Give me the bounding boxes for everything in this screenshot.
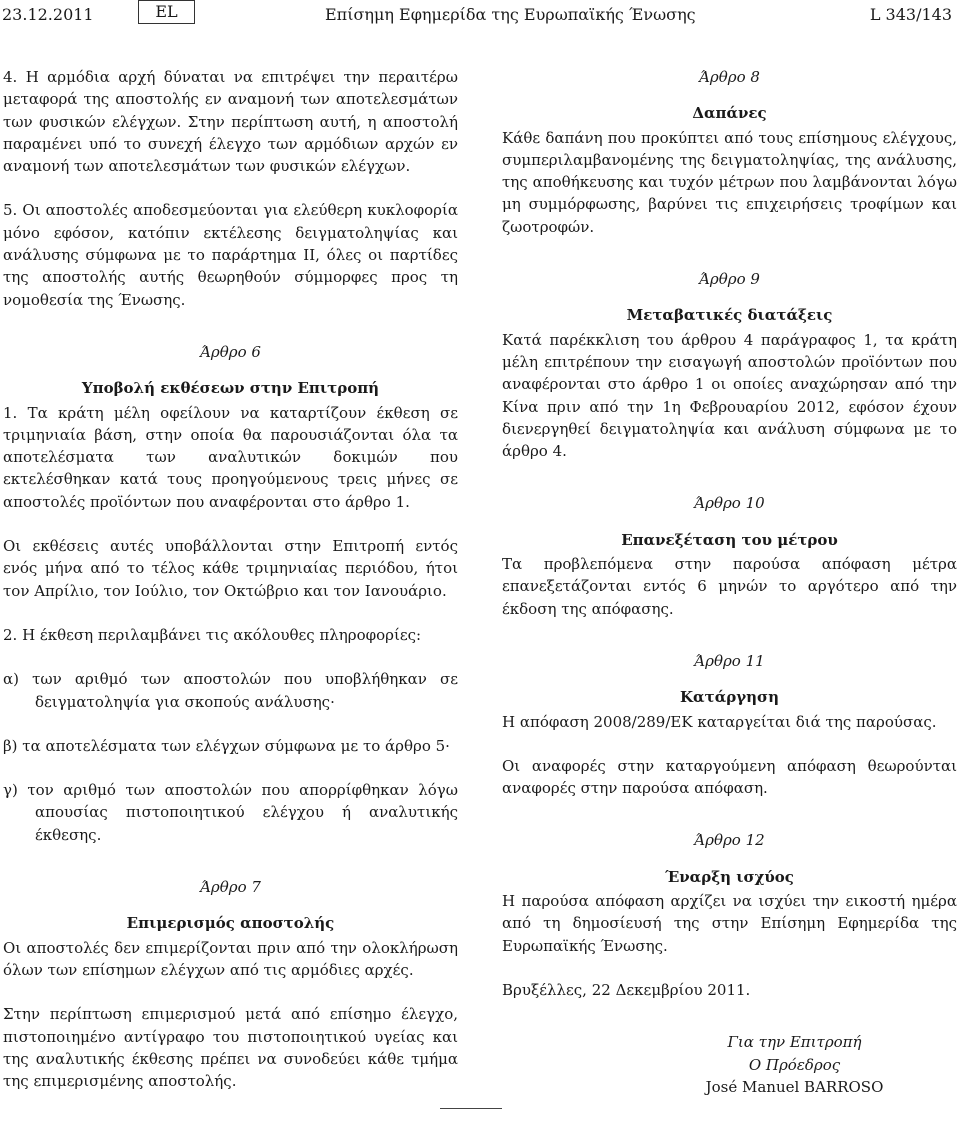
article-6-title: Υποβολή εκθέσεων στην Επιτροπή — [81, 379, 380, 398]
journal-title: Επίσημη Εφημερίδα της Ευρωπαϊκής Ένωσης — [325, 5, 696, 24]
signature-block — [502, 1031, 957, 1098]
article-9-title: Μεταβατικές διατάξεις — [626, 306, 833, 325]
article-8-number: Άρθρο 8 — [699, 68, 760, 86]
article-6-paragraph-2: 2. Η έκθεση περιλαμβάνει τις ακόλουθες πληροφορίες: — [3, 625, 422, 644]
left-column — [3, 66, 458, 1092]
list-item-a: α) των αριθμό των αποστολών που υποβλήθηκαν σε δειγματοληψία για σκοπούς ανάλυσης· — [3, 670, 458, 711]
paragraph-4: 4. Η αρμόδια αρχή δύναται να επιτρέψει την περαιτέρω μεταφορά της αποστολής εν αναμονή των αποτελεσμάτων των φυσικών ελέγχων. Στην περίπτωση αυτή, η αποστολή παραμένει υπό το συνεχή έλεγχο των αρμόδιων αρχών εν αναμονή των αποτελεσμάτων των φυσικών ελέγχων. — [3, 68, 458, 176]
page-reference: L 343/143 — [869, 5, 952, 24]
article-7-paragraph-1: Οι αποστολές δεν επιμερίζονται πριν από την ολοκλήρωση όλων των επίσημων ελέγχων από τις αρμόδιες αρχές. — [3, 938, 458, 979]
article-12-title: Έναρξη ισχύος — [665, 867, 794, 886]
article-10-paragraph: Τα προβλεπόμενα στην παρούσα απόφαση μέτρα επανεξετάζονται εντός 6 μηνών το αργότερο από την έκδοση της απόφασης. — [502, 555, 957, 618]
page-header — [0, 0, 960, 28]
article-12-paragraph: Η παρούσα απόφαση αρχίζει να ισχύει την εικοστή ημέρα από τη δημοσίευσή της στην Επίσημη Εφημερίδα της Ευρωπαϊκής Ένωσης. — [502, 892, 957, 955]
right-column — [502, 66, 957, 1098]
article-9-number: Άρθρο 9 — [699, 270, 760, 289]
article-10-title: Επανεξέταση του μέτρου — [621, 530, 838, 549]
signature-role: Ο Πρόεδρος — [748, 1055, 841, 1074]
article-6-number: Άρθρο 6 — [200, 342, 261, 361]
signature-name: José Manuel BARROSO — [705, 1077, 884, 1096]
article-7-title: Επιμερισμός αποστολής — [126, 914, 335, 933]
article-6-paragraph-1: 1. Τα κράτη μέλη οφείλουν να καταρτίζουν έκθεση σε τριμηνιαία βάση, στην οποία θα παρουσιάζονται όλα τα αποτελέσματα των αναλυτικών δοκιμών που εκτελέσθηκαν κατά τους προηγούμενους τρεις μήνες σε αποστολές προϊόντων που αναφέρονται στο άρθρο 1. — [3, 403, 458, 511]
article-6-paragraph-1b: Οι εκθέσεις αυτές υποβάλλονται στην Επιτροπή εντός ενός μήνα από το τέλος κάθε τριμηνιαίας περιόδου, ήτοι τον Απρίλιο, τον Ιούλιο, τον Οκτώβριο και τον Ιανουάριο. — [3, 537, 458, 600]
article-11-paragraph-2: Οι αναφορές στην καταργούμενη απόφαση θεωρούνται αναφορές στην παρούσα απόφαση. — [502, 756, 957, 798]
paragraph-5: 5. Οι αποστολές αποδεσμεύονται για ελεύθερη κυκλοφορία μόνο εφόσον, κατόπιν εκτέλεσης δειγματοληψίας και ανάλυσης σύμφωνα με το παράρτημα ΙΙ, όλες οι παρτίδες της αποστολής αυτής θεωρηθούν σύμμορφες προς τη νομοθεσία της Ένωσης. — [3, 201, 458, 309]
article-9-paragraph: Κατά παρέκκλιση του άρθρου 4 παράγραφος 1, τα κράτη μέλη επιτρέπουν την εισαγωγή αποστολών προϊόντων που αναφέρονται στο άρθρο 1 οι οποίες αναχώρησαν από την Κίνα πριν από την 1η Φεβρουαρίου 2012, εφόσον έχουν διενεργηθεί δειγματοληψία και ανάλυση σύμφωνα με το άρθρο 4. — [502, 330, 957, 461]
list-item-b: β) τα αποτελέσματα των ελέγχων σύμφωνα με το άρθρο 5· — [3, 736, 450, 755]
article-8-title: Δαπάνες — [692, 104, 767, 123]
language-badge: EL — [138, 0, 195, 24]
publication-date: 23.12.2011 — [2, 5, 94, 24]
article-11-paragraph-1: Η απόφαση 2008/289/ΕΚ καταργείται διά της παρούσας. — [502, 712, 937, 731]
place-and-date: Βρυξέλλες, 22 Δεκεμβρίου 2011. — [502, 980, 751, 999]
article-7-number: Άρθρο 7 — [200, 878, 261, 897]
article-11-title: Κατάργηση — [680, 688, 779, 707]
article-8-paragraph: Κάθε δαπάνη που προκύπτει από τους επίσημους ελέγχους, συμπεριλαμβανομένης της δειγματοληψίας, της ανάλυσης, της αποθήκευσης και τυχόν μέτρων που λαμβάνονται λόγω μη συμμόρφωσης, βαρύνει τις επιχειρήσεις τροφίμων και ζωοτροφών. — [502, 128, 957, 236]
article-12-number: Άρθρο 12 — [694, 831, 765, 850]
article-7-paragraph-2: Στην περίπτωση επιμερισμού μετά από επίσημο έλεγχο, πιστοποιημένο αντίγραφο του πιστοποιητικού υγείας και της αναλυτικής έκθεσης πρέπει να συνοδεύει κάθε τμήμα της επιμερισμένης αποστολής. — [3, 1005, 458, 1091]
signature-for: Για την Επιτροπή — [727, 1033, 862, 1052]
list-item-c: γ) τον αριθμό των αποστολών που απορρίφθηκαν λόγω απουσίας πιστοποιητικού ελέγχου ή αναλυτικής έκθεσης. — [3, 781, 458, 844]
article-10-number: Άρθρο 10 — [694, 494, 765, 513]
article-11-number: Άρθρο 11 — [694, 651, 765, 670]
footer-divider — [440, 1108, 502, 1109]
